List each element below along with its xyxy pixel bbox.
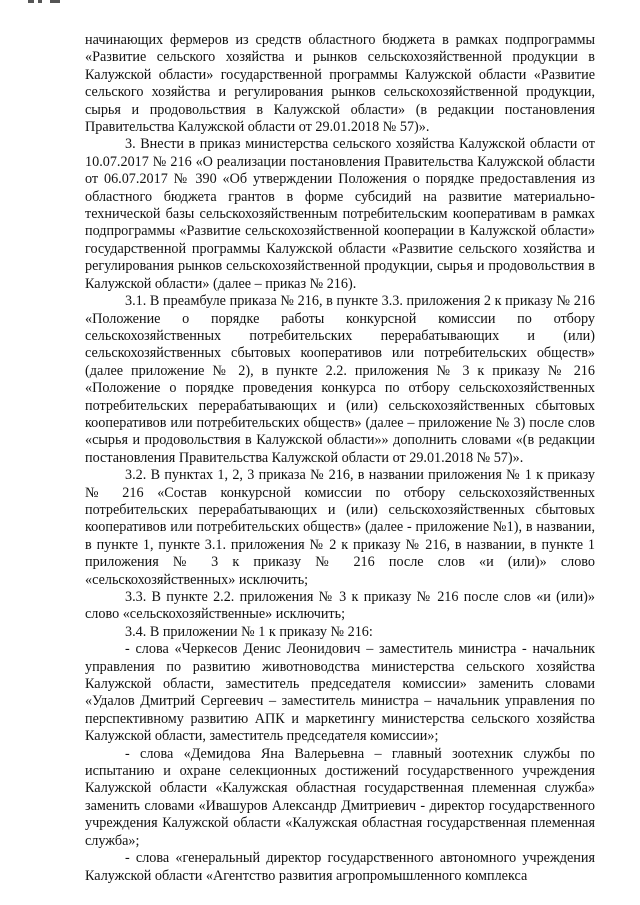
- paragraph-dash-cherkesov: - слова «Черкесов Денис Леонидович – заместитель министра - начальник управления по развитию животноводства министерства сельского хозяйства Калужской области, заместитель председателя комиссии» заменить словами «Удалов Дмитрий Сергеевич – заместитель министра – начальник управления по перспективному развитию АПК и маркетингу министерства сельского хозяйства Калужской области, заместитель председателя комиссии»;: [85, 641, 595, 745]
- document-page: [85, 32, 595, 885]
- paragraph-item-3-3: 3.3. В пункте 2.2. приложения № 3 к приказу № 216 после слов «и (или)» слово «сельскохозяйственные» исключить;: [85, 589, 595, 623]
- paragraph-dash-demidova: - слова «Демидова Яна Валерьевна – главный зоотехник службы по испытанию и охране селекционных достижений государственного учреждения Калужской области «Калужская областная государственная племенная служба» заменить словами «Ивашуров Александр Дмитриевич - директор государственного учреждения Калужской области «Калужская областная государственная племенная служба»;: [85, 745, 595, 849]
- paragraph-item-3-2: 3.2. В пунктах 1, 2, 3 приказа № 216, в названии приложения № 1 к приказу № 216 «Состав конкурсной комиссии по отбору сельскохозяйственных потребительских перерабатывающих и (или) сельскохозяйственных сбытовых кооперативов или потребительских обществ» (далее - приложение №1), в названии, в пункте 1, пункте 3.1. приложения № 2 к приказу № 216, в названии, в пункте 1 приложения № 3 к приказу № 216 после слов «и (или)» слово «сельскохозяйственных» исключить;: [85, 467, 595, 588]
- paragraph-item-3-4: 3.4. В приложении № 1 к приказу № 216:: [125, 623, 373, 640]
- paragraph-continuation: начинающих фермеров из средств областного бюджета в рамках подпрограммы «Развитие сельского хозяйства и рынков сельскохозяйственной продукции в Калужской области» государственной программы Калужской области «Развитие сельского хозяйства и регулирования рынков сельскохозяйственной продукции, сырья и продовольствия в Калужской области» (в редакции постановления Правительства Калужской области от 29.01.2018 № 57)».: [85, 32, 595, 136]
- paragraph-item-3: 3. Внести в приказ министерства сельского хозяйства Калужской области от 10.07.2017 № 216 «О реализации постановления Правительства Калужской области от 06.07.2017 № 390 «Об утверждении Положения о порядке предоставления из областного бюджета грантов в форме субсидий на развитие материально-технической базы сельскохозяйственным потребительским кооперативам в рамках подпрограммы «Развитие сельскохозяйственной кооперации в Калужской области» государственной программы Калужской области «Развитие сельского хозяйства и регулирования рынков сельскохозяйственной продукции, сырья и продовольствия в Калужской области» (далее – приказ № 216).: [85, 136, 595, 292]
- paragraph-item-3-1: 3.1. В преамбуле приказа № 216, в пункте 3.3. приложения 2 к приказу № 216 «Положение о порядке работы конкурсной комиссии по отбору сельскохозяйственных потребительских перерабатывающих и (или) сельскохозяйственных сбытовых кооперативов или потребительских обществ» (далее приложение № 2), в пункте 2.2. приложения № 3 к приказу № 216 «Положение о порядке проведения конкурса по отбору сельскохозяйственных потребительских перерабатывающих и (или) сельскохозяйственных сбытовых кооперативов или потребительских обществ» (далее – приложение № 3) после слов «сырья и продовольствия в Калужской области»» дополнить словами «(в редакции постановления Правительства Калужской области от 29.01.2018 № 57)».: [85, 293, 595, 466]
- paragraph-dash-director: - слова «генеральный директор государственного автономного учреждения Калужской области «Агентство развития агропромышленного комплекса: [85, 850, 595, 884]
- scan-artifact-mark: [28, 0, 68, 3]
